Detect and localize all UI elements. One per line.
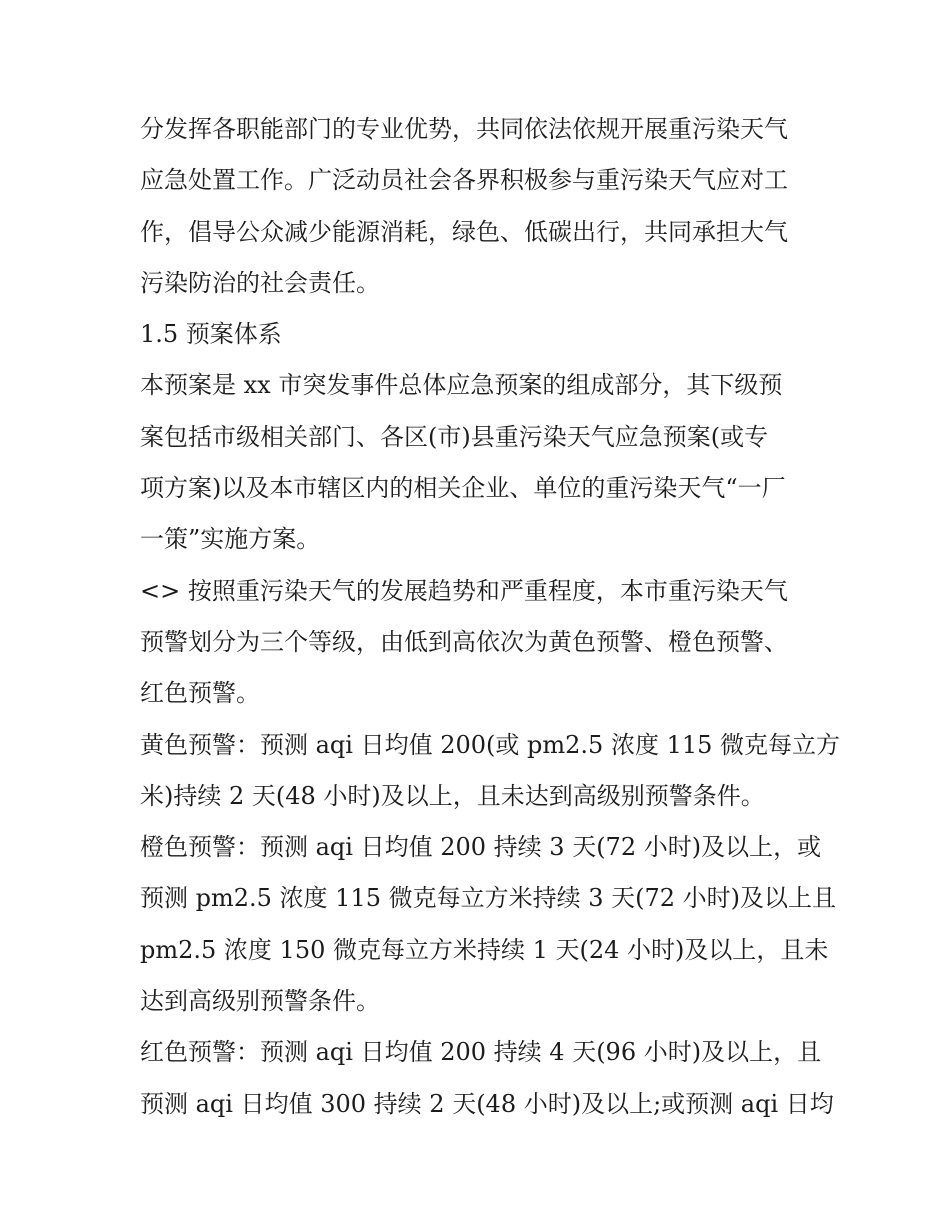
text-line: 红色预警。 — [140, 679, 260, 708]
text-line: pm2.5 浓度 150 微克每立方米持续 1 天(24 小时)及以上，且未 — [140, 935, 829, 964]
text-line: 应急处置工作。广泛动员社会各界积极参与重污染天气应对工 — [140, 166, 788, 195]
text-line: 预警划分为三个等级，由低到高依次为黄色预警、橙色预警、 — [140, 627, 788, 656]
text-line: 黄色预警：预测 aqi 日均值 200(或 pm2.5 浓度 115 微克每立方 — [140, 730, 841, 759]
text-line: 项方案)以及本市辖区内的相关企业、单位的重污染天气“一厂 — [140, 474, 786, 503]
text-line: 污染防治的社会责任。 — [140, 268, 380, 297]
text-line: 米)持续 2 天(48 小时)及以上，且未达到高级别预警条件。 — [140, 781, 765, 810]
section-heading: 1.5 预案体系 — [140, 320, 282, 349]
text-line: 预测 pm2.5 浓度 115 微克每立方米持续 3 天(72 小时)及以上且 — [140, 884, 837, 913]
text-line: 案包括市级相关部门、各区(市)县重污染天气应急预案(或专 — [140, 422, 769, 451]
text-line: 橙色预警：预测 aqi 日均值 200 持续 3 天(72 小时)及以上，或 — [140, 833, 822, 862]
text-line: 预测 aqi 日均值 300 持续 2 天(48 小时)及以上;或预测 aqi 日均 — [140, 1089, 834, 1118]
text-line: <> 按照重污染天气的发展趋势和严重程度，本市重污染天气 — [140, 576, 788, 605]
text-line: 分发挥各职能部门的专业优势，共同依法依规开展重污染天气 — [140, 115, 788, 143]
text-line: 一策”实施方案。 — [140, 525, 321, 554]
text-line: 作，倡导公众减少能源消耗，绿色、低碳出行，共同承担大气 — [140, 217, 788, 246]
text-line: 红色预警：预测 aqi 日均值 200 持续 4 天(96 小时)及以上，且 — [140, 1038, 822, 1067]
text-line: 达到高级别预警条件。 — [140, 987, 380, 1016]
text-line: 本预案是 xx 市突发事件总体应急预案的组成部分，其下级预 — [140, 371, 783, 400]
document-body — [140, 104, 841, 1130]
